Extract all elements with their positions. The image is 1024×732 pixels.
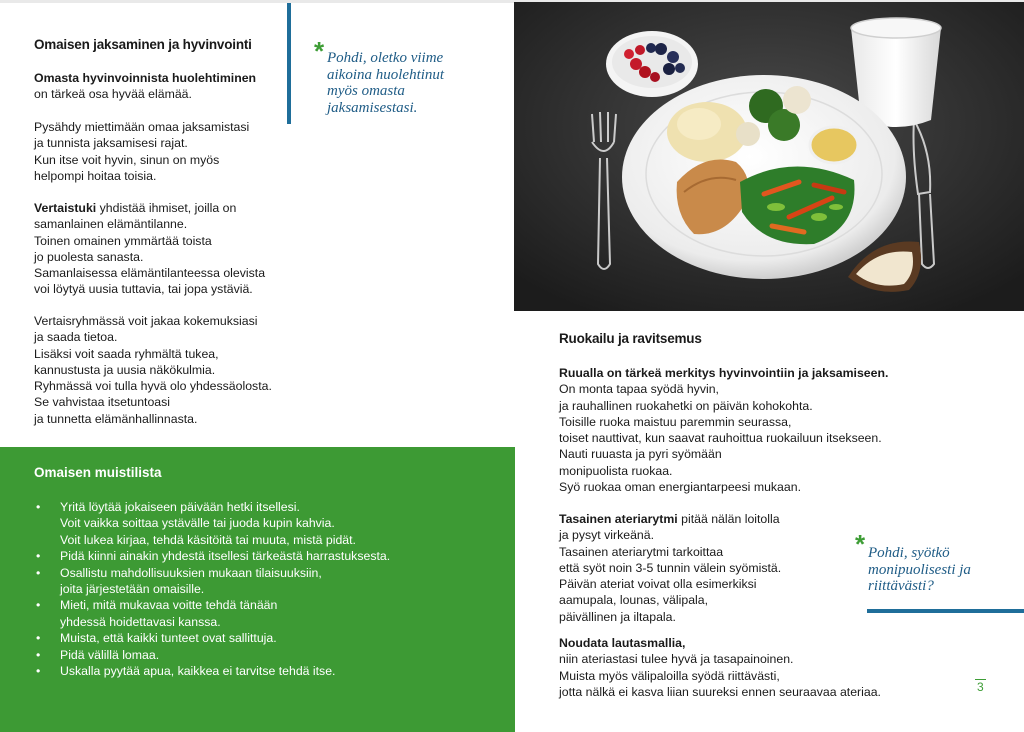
pull-quote-wellbeing: Pohdi, oletko viime aikoina huolehtinut myös omasta jaksamisestasi. — [327, 50, 445, 116]
paragraph-food-importance: Ruualla on tärkeä merkitys hyvinvointiin ja jaksamiseen. On monta tapaa syödä hyvin, ja rauhallinen ruokahetki on päivän kohokohta. Toisille ruoka maistuu paremmin seurassa, toiset nauttivat, kun saavat rauhoittua ruokailuun itsekseen. Nauti ruuasta ja pyri syömään monipuolista ruokaa. Syö ruokaa oman energiantarpeesi mukaan. — [559, 366, 889, 495]
checklist-item: • Uskalla pyytää apua, kaikkea ei tarvitse tehdä itse. — [36, 664, 336, 679]
asterisk-icon: * — [314, 36, 325, 66]
paragraph-limits: Pysähdy miettimään omaa jaksamistasi ja tunnista jaksamisesi rajat. Kun itse voit hyvin, sinun on myös helpompi hoitaa toisia. — [34, 120, 250, 183]
section-title-caregiver-wellbeing: Omaisen jaksaminen ja hyvinvointi — [34, 37, 252, 52]
checklist-item: • Muista, että kaikki tunteet ovat sallittuja. — [36, 631, 277, 646]
paragraph-peer-support: Vertaistuki yhdistää ihmiset, joilla on samanlainen elämäntilanne. Toinen omainen ymmärtää toista jo puolesta sanasta. Samanlaisessa elämäntilanteessa olevista voi löytyä uusia tuttavia, tai jopa ystäviä. — [34, 201, 266, 297]
quote-accent-bar — [287, 3, 291, 124]
meal-photo — [514, 2, 1024, 311]
checklist-item: • Mieti, mitä mukavaa voitte tehdä tänään yhdessä hoidettavasi kanssa. — [36, 598, 278, 629]
checklist-item: • Osallistu mahdollisuuksien mukaan tilaisuuksiin, joita järjestetään omaisille. — [36, 565, 322, 597]
meal-photo-illustration — [514, 2, 1024, 311]
quote-underline-bar — [867, 609, 1024, 613]
paragraph-self-care: Omasta hyvinvoinnista huolehtiminen on tärkeä osa hyvää elämää. — [34, 71, 257, 102]
paragraph-meal-rhythm: Tasainen ateriarytmi pitää nälän loitolla ja pysyt virkeänä. Tasainen ateriarytmi tarkoittaa että syöt noin 3-5 tunnin välein syömistä. Päivän ateriat voivat olla esimerkiksi aamupala, lounas, välipala, päivällinen ja iltapala. — [559, 512, 782, 624]
section-title-nutrition: Ruokailu ja ravitsemus — [559, 331, 702, 346]
page-number: 3 — [977, 680, 984, 694]
checklist-item: • Yritä löytää jokaiseen päivään hetki itsellesi. Voit vaikka soittaa ystävälle tai juoda kupin kahvia. Voit lukea kirjaa, tehdä käsitöitä tai muuta, mistä pidät. — [36, 500, 356, 547]
sauce-bowl — [810, 127, 858, 163]
checklist-box — [0, 447, 515, 732]
paragraph-plate-model: Noudata lautasmallia, niin ateriastasi tulee hyvä ja tasapainoinen. Muista myös välipaloilla syödä riittävästi, jotta nälkä ei kasva liian suureksi ennen seuraavaa ateriaa. — [559, 636, 881, 699]
checklist-item: • Pidä välillä lomaa. — [36, 647, 160, 662]
checklist-list — [34, 499, 390, 679]
checklist-title: Omaisen muistilista — [34, 465, 162, 480]
checklist-item: • Pidä kiinni ainakin yhdestä itsellesi tärkeästä harrastuksesta. — [36, 549, 391, 564]
pull-quote-nutrition: Pohdi, syötkö monipuolisesti ja riittävästi? — [868, 545, 971, 594]
asterisk-icon: * — [855, 529, 866, 559]
paragraph-peer-group: Vertaisryhmässä voit jakaa kokemuksiasi ja saada tietoa. Lisäksi voit saada ryhmältä tukea, kannustusta ja uusia näkökulmia. Ryhmässä voi tulla hyvä olo yhdessäolosta. Se vahvistaa itsetuntoasi ja tunnetta elämänhallinnasta. — [34, 314, 272, 426]
